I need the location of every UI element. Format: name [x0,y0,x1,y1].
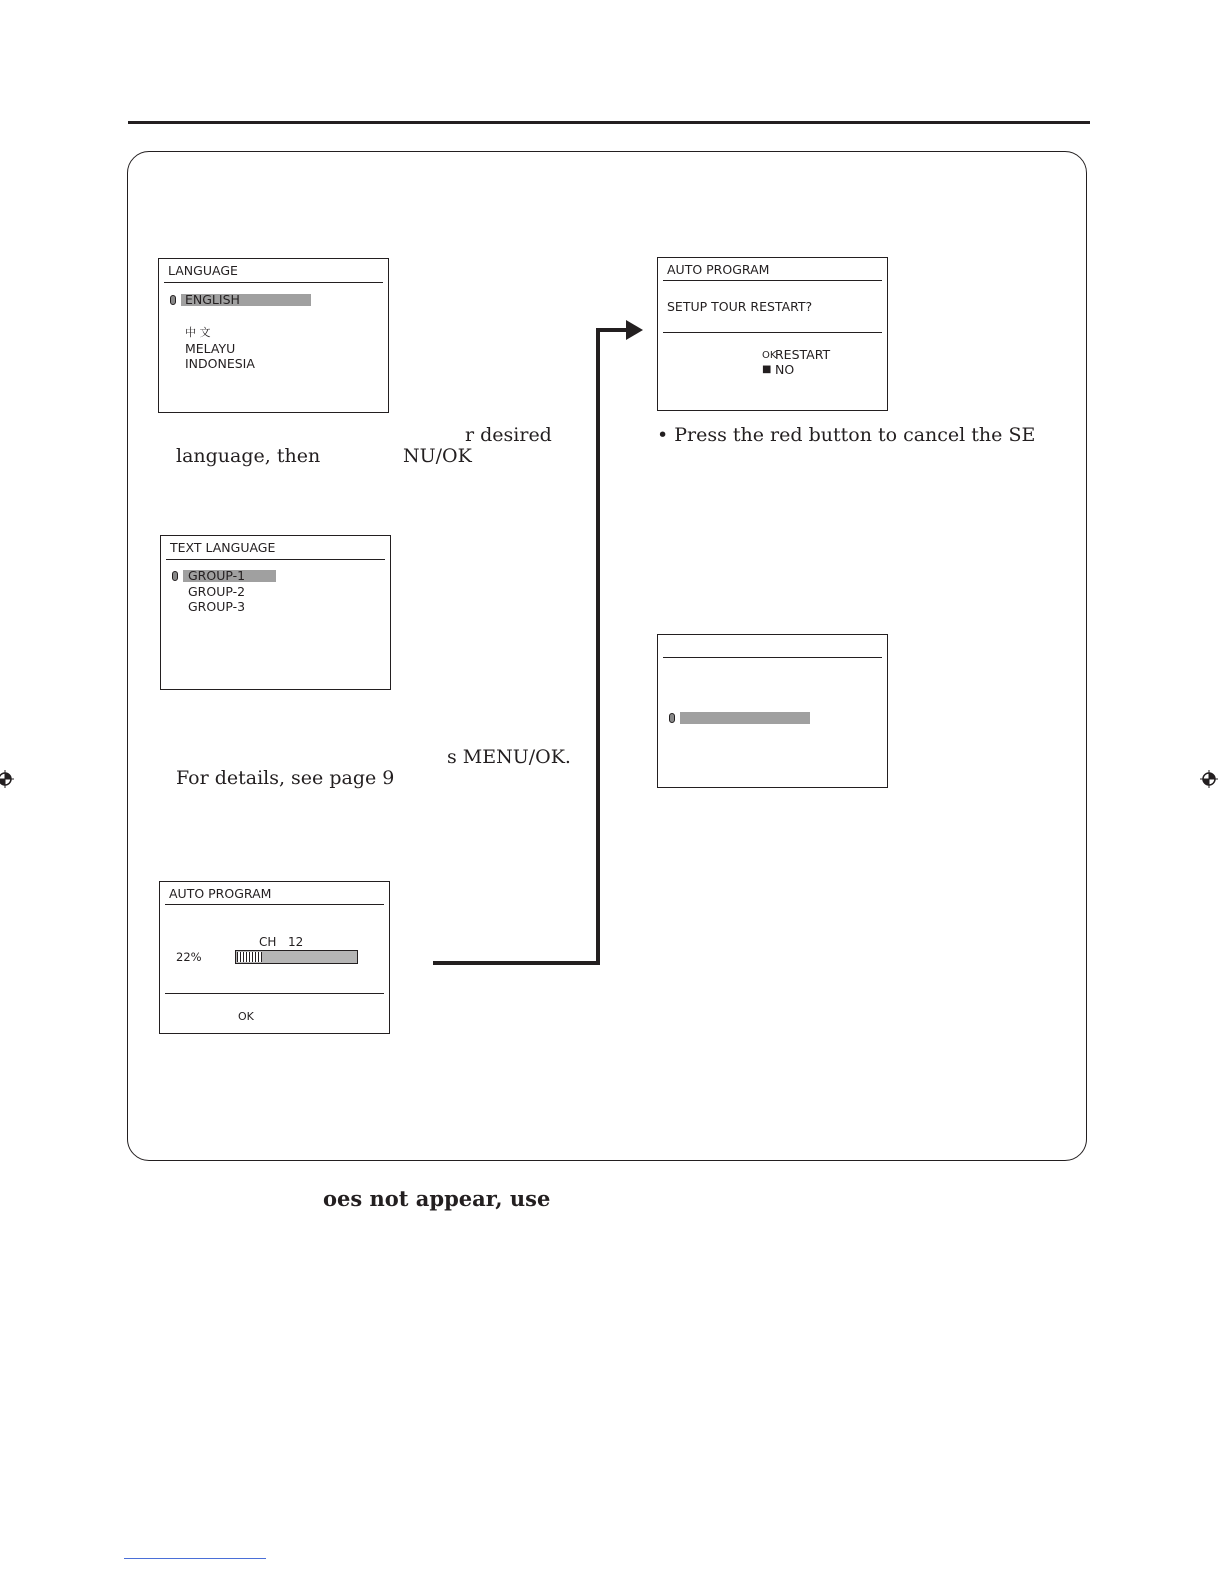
red-button-note: • Press the red button to cancel the SE [657,424,1036,446]
ok-label: OK [238,1010,254,1023]
language-screen [158,258,389,413]
bottom-link-underline [124,1558,266,1559]
footer-note: oes not appear, use [323,1186,551,1211]
divider [164,282,383,283]
text-language-screen-title: TEXT LANGUAGE [170,540,276,555]
text-language-option-group-2[interactable]: GROUP-2 [188,584,246,599]
no-option[interactable]: NO [775,362,795,377]
channel-label: CH [259,935,277,949]
registration-mark-icon [0,770,14,788]
selection-highlight[interactable] [680,712,810,724]
progress-bar [235,950,358,964]
text-language-option-group-1[interactable]: GROUP-1 [188,568,246,583]
progress-bar-fill [237,952,262,962]
language-option-chinese[interactable]: 中 文 [185,326,211,339]
channel-value: 12 [288,935,304,949]
text-language-option-group-3[interactable]: GROUP-3 [188,599,246,614]
language-option-melayu[interactable]: MELAYU [185,341,236,356]
step2-text-line2: For details, see page 9 [176,767,395,789]
divider [663,280,882,281]
blank-menu-screen [657,634,888,788]
step1-text-line1: r desired [465,424,552,446]
restart-question: SETUP TOUR RESTART? [667,299,813,314]
cursor-icon [172,571,178,581]
divider [165,993,384,994]
step2-text-line1: s MENU/OK. [447,746,571,768]
progress-percent: 22% [176,950,202,964]
arrow-right-icon [626,320,644,340]
divider [663,332,882,333]
language-option-english[interactable]: ENGLISH [185,292,240,307]
connector-line [596,328,600,965]
cursor-icon [170,295,176,305]
connector-line [596,328,630,332]
language-option-indonesia[interactable]: INDONESIA [185,356,255,371]
divider [165,904,384,905]
step1-text-line2a: language, then [176,445,321,467]
connector-line [433,961,600,965]
header-rule [128,121,1090,124]
text-language-screen [160,535,391,690]
registration-mark-icon [1200,770,1218,788]
restart-option[interactable]: RESTART [775,347,831,362]
cursor-icon [669,713,675,723]
language-screen-title: LANGUAGE [168,263,238,278]
red-button-icon: ■ [762,364,772,375]
divider [663,657,882,658]
divider [166,559,385,560]
auto-program-restart-screen [657,257,888,411]
auto-program-progress-screen [159,881,390,1034]
ok-icon: OK [762,350,777,361]
step1-text-line2b: NU/OK [403,445,472,467]
auto-program-title: AUTO PROGRAM [169,886,272,901]
auto-program-restart-title: AUTO PROGRAM [667,262,770,277]
